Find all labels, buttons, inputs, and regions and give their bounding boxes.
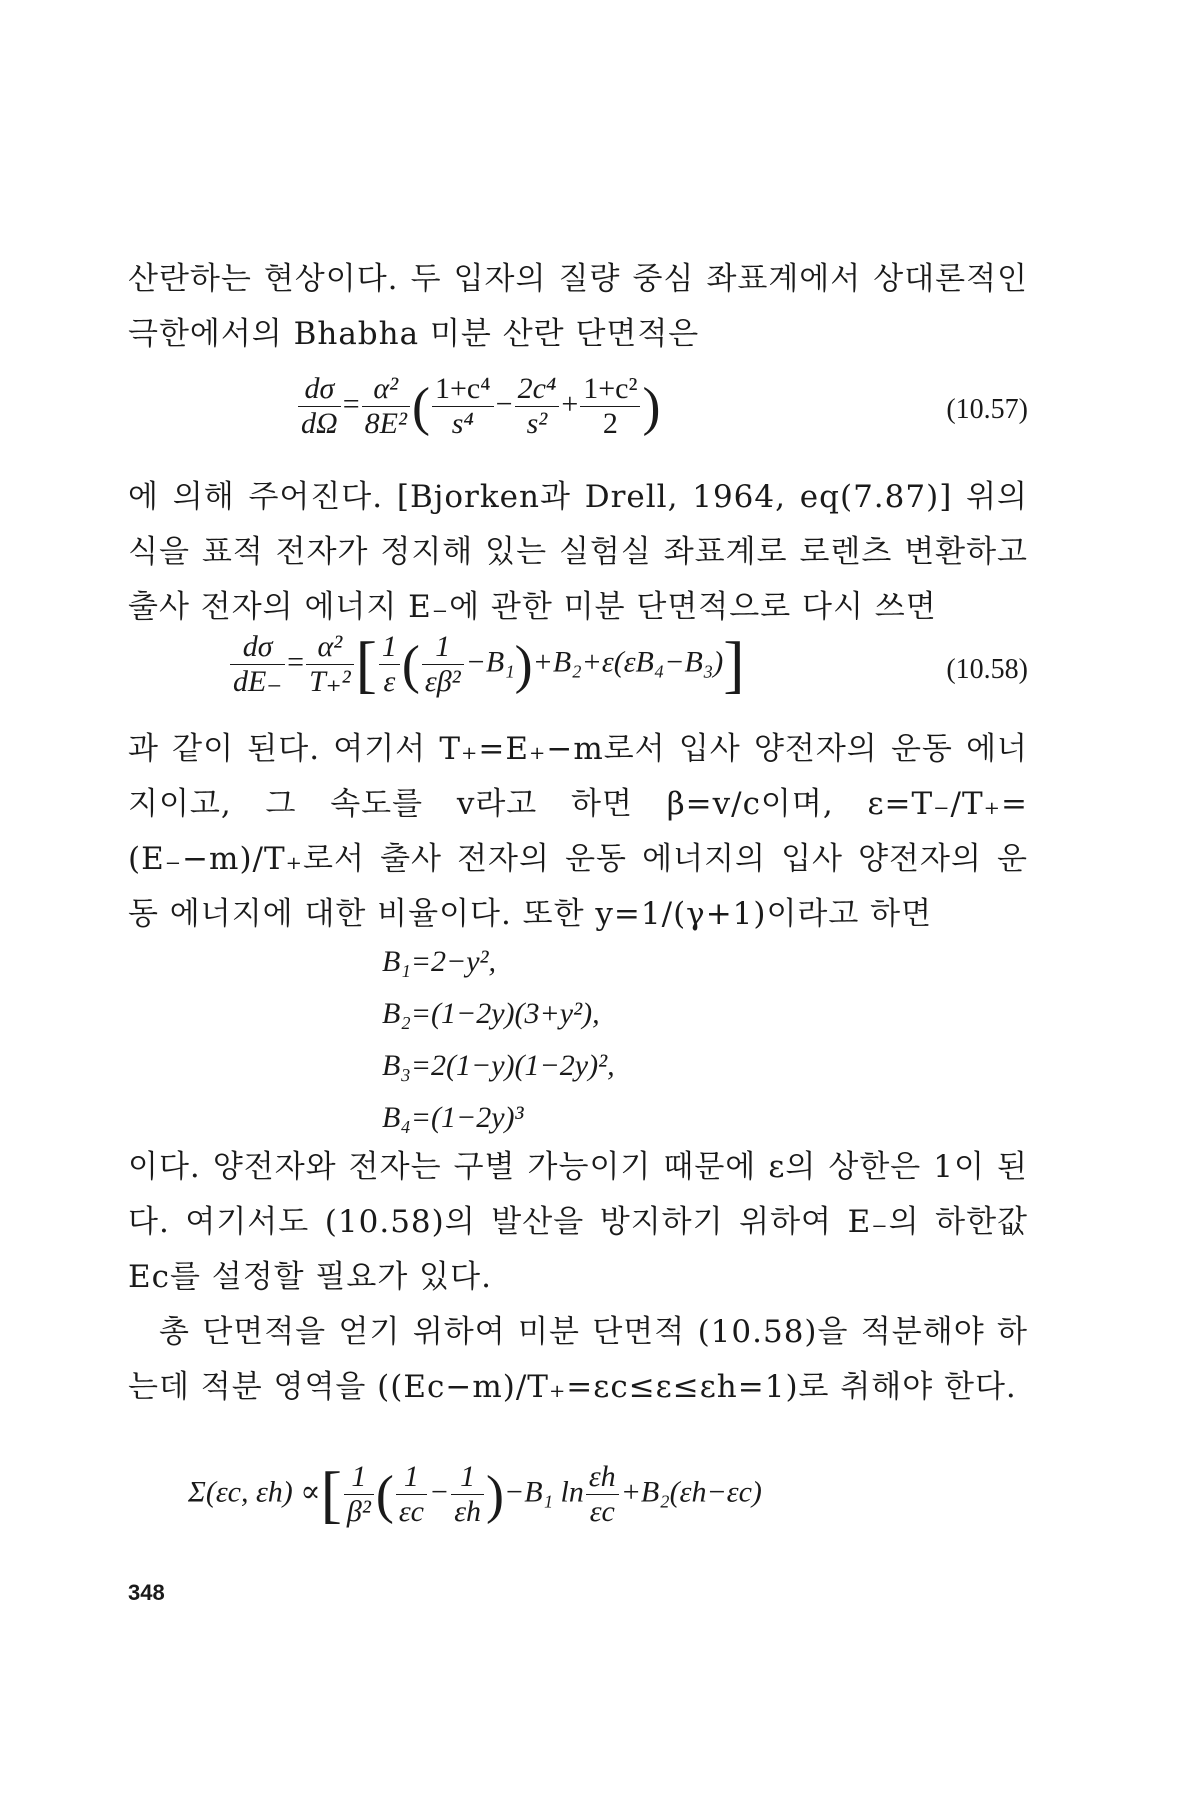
eq2-coef-fraction: $\frac{\text{α²}}{\text{T₊²}}$	[306, 630, 354, 699]
eq1-term2: $\frac{\text{2c⁴}}{\text{s²}}$	[515, 372, 560, 441]
b4-definition: B₄=(1−2y)³	[382, 1101, 524, 1134]
equation-number-10-58: (10.58)	[946, 654, 1028, 685]
eq1-coef-fraction: $\frac{\text{α²}}{\text{8E²}}$	[362, 372, 410, 441]
paragraph-upper-limit: 이다. 양전자와 전자는 구별 가능이기 때문에 ε의 상한은 1이 된다. 여기서도 (10.58)의 발산을 방지하기 위하여 E₋의 하한값 Ec를 설정할 필요가 있다.	[128, 1149, 1028, 1295]
paragraph-definitions: 과 같이 된다. 여기서 T₊=E₊−m로서 입사 양전자의 운동 에너지이고, 그 속도를 v라고 하면 β=v/c이며, ε=T₋/T₊=(E₋−m)/T₊로서 출사 전자의 운동 에너지의 입사 양전자의 운동 에너지에 대한 비율이다. 또한 y=1/(γ+1)이라고 하면	[128, 731, 1028, 932]
eq1-lhs-fraction: $\frac{d\sigma}{d\Omega}$	[298, 372, 341, 441]
page-number: 348	[128, 1580, 165, 1605]
eq2-frac1: $\frac{1}{\varepsilon}$	[379, 630, 400, 699]
b2-definition: B₂=(1−2y)(3+y²),	[382, 997, 600, 1030]
paragraph-lab-frame: 에 의해 주어진다. [Bjorken과 Drell, 1964, eq(7.87)] 위의 식을 표적 전자가 정지해 있는 실험실 좌표계로 로렌츠 변환하고 출사 전자의 에너지 E₋에 관한 미분 단면적으로 다시 쓰면	[128, 479, 1028, 625]
eq3-frac3: $\frac{1}{\varepsilon h}$	[451, 1460, 484, 1529]
eq1-term3: $\frac{\text{1+c²}}{2}$	[580, 372, 640, 441]
paragraph-integration: 총 단면적을 얻기 위하여 미분 단면적 (10.58)을 적분해야 하는데 적분 영역을 ((Ec−m)/T₊=εc≤ε≤εh=1)로 취해야 한다.	[128, 1314, 1028, 1405]
b1-definition: B₁=2−y²,	[382, 945, 497, 978]
equation-total-cross-section: Σ(εc, εh) ∝[ $\frac{1}{\text{β²}}$ ( $\frac{1}{\varepsilon c}$ − $\frac{1}{\varepsilon h}$ )−B₁ ln $\frac{\varepsilon h}{\varepsilon c}$ +B₂(εh−εc)	[188, 1458, 762, 1530]
equation-number-10-57: (10.57)	[946, 394, 1028, 425]
equation-10-58: $\frac{d\sigma}{dE_-}$ = $\frac{\text{α²}}{\text{T₊²}}$ [ $\frac{1}{\varepsilon}$ ( $\frac{1}{\text{εβ²}}$ −B₁)+B₂+ε(εB₄−B₃)] (10.58)	[128, 630, 1028, 716]
eq1-equals: =	[342, 387, 360, 421]
eq3-frac2: $\frac{1}{\varepsilon c}$	[396, 1460, 427, 1529]
eq3-frac1: $\frac{1}{\text{β²}}$	[344, 1460, 374, 1529]
eq2-frac2: $\frac{1}{\text{εβ²}}$	[422, 630, 464, 699]
eq2-lhs-fraction: $\frac{d\sigma}{dE_-}$	[230, 630, 285, 699]
eq3-frac4: $\frac{\varepsilon h}{\varepsilon c}$	[586, 1460, 619, 1529]
equation-10-57: $\frac{d\sigma}{d\Omega}$ = $\frac{\text{α²}}{\text{8E²}}$ ( $\frac{\text{1+c⁴}}{\text{s⁴}}$ − $\frac{\text{2c⁴}}{\text{s²}}$ + $\frac{\text{1+c²}}{2}$ ) (10.57)	[128, 372, 1028, 452]
paragraph-intro: 산란하는 현상이다. 두 입자의 질량 중심 좌표계에서 상대론적인 극한에서의 Bhabha 미분 산란 단면적은	[128, 261, 1028, 352]
eq1-term1: $\frac{\text{1+c⁴}}{\text{s⁴}}$	[432, 372, 494, 441]
b3-definition: B₃=2(1−y)(1−2y)²,	[382, 1049, 615, 1082]
b-coefficient-list	[382, 936, 615, 1144]
